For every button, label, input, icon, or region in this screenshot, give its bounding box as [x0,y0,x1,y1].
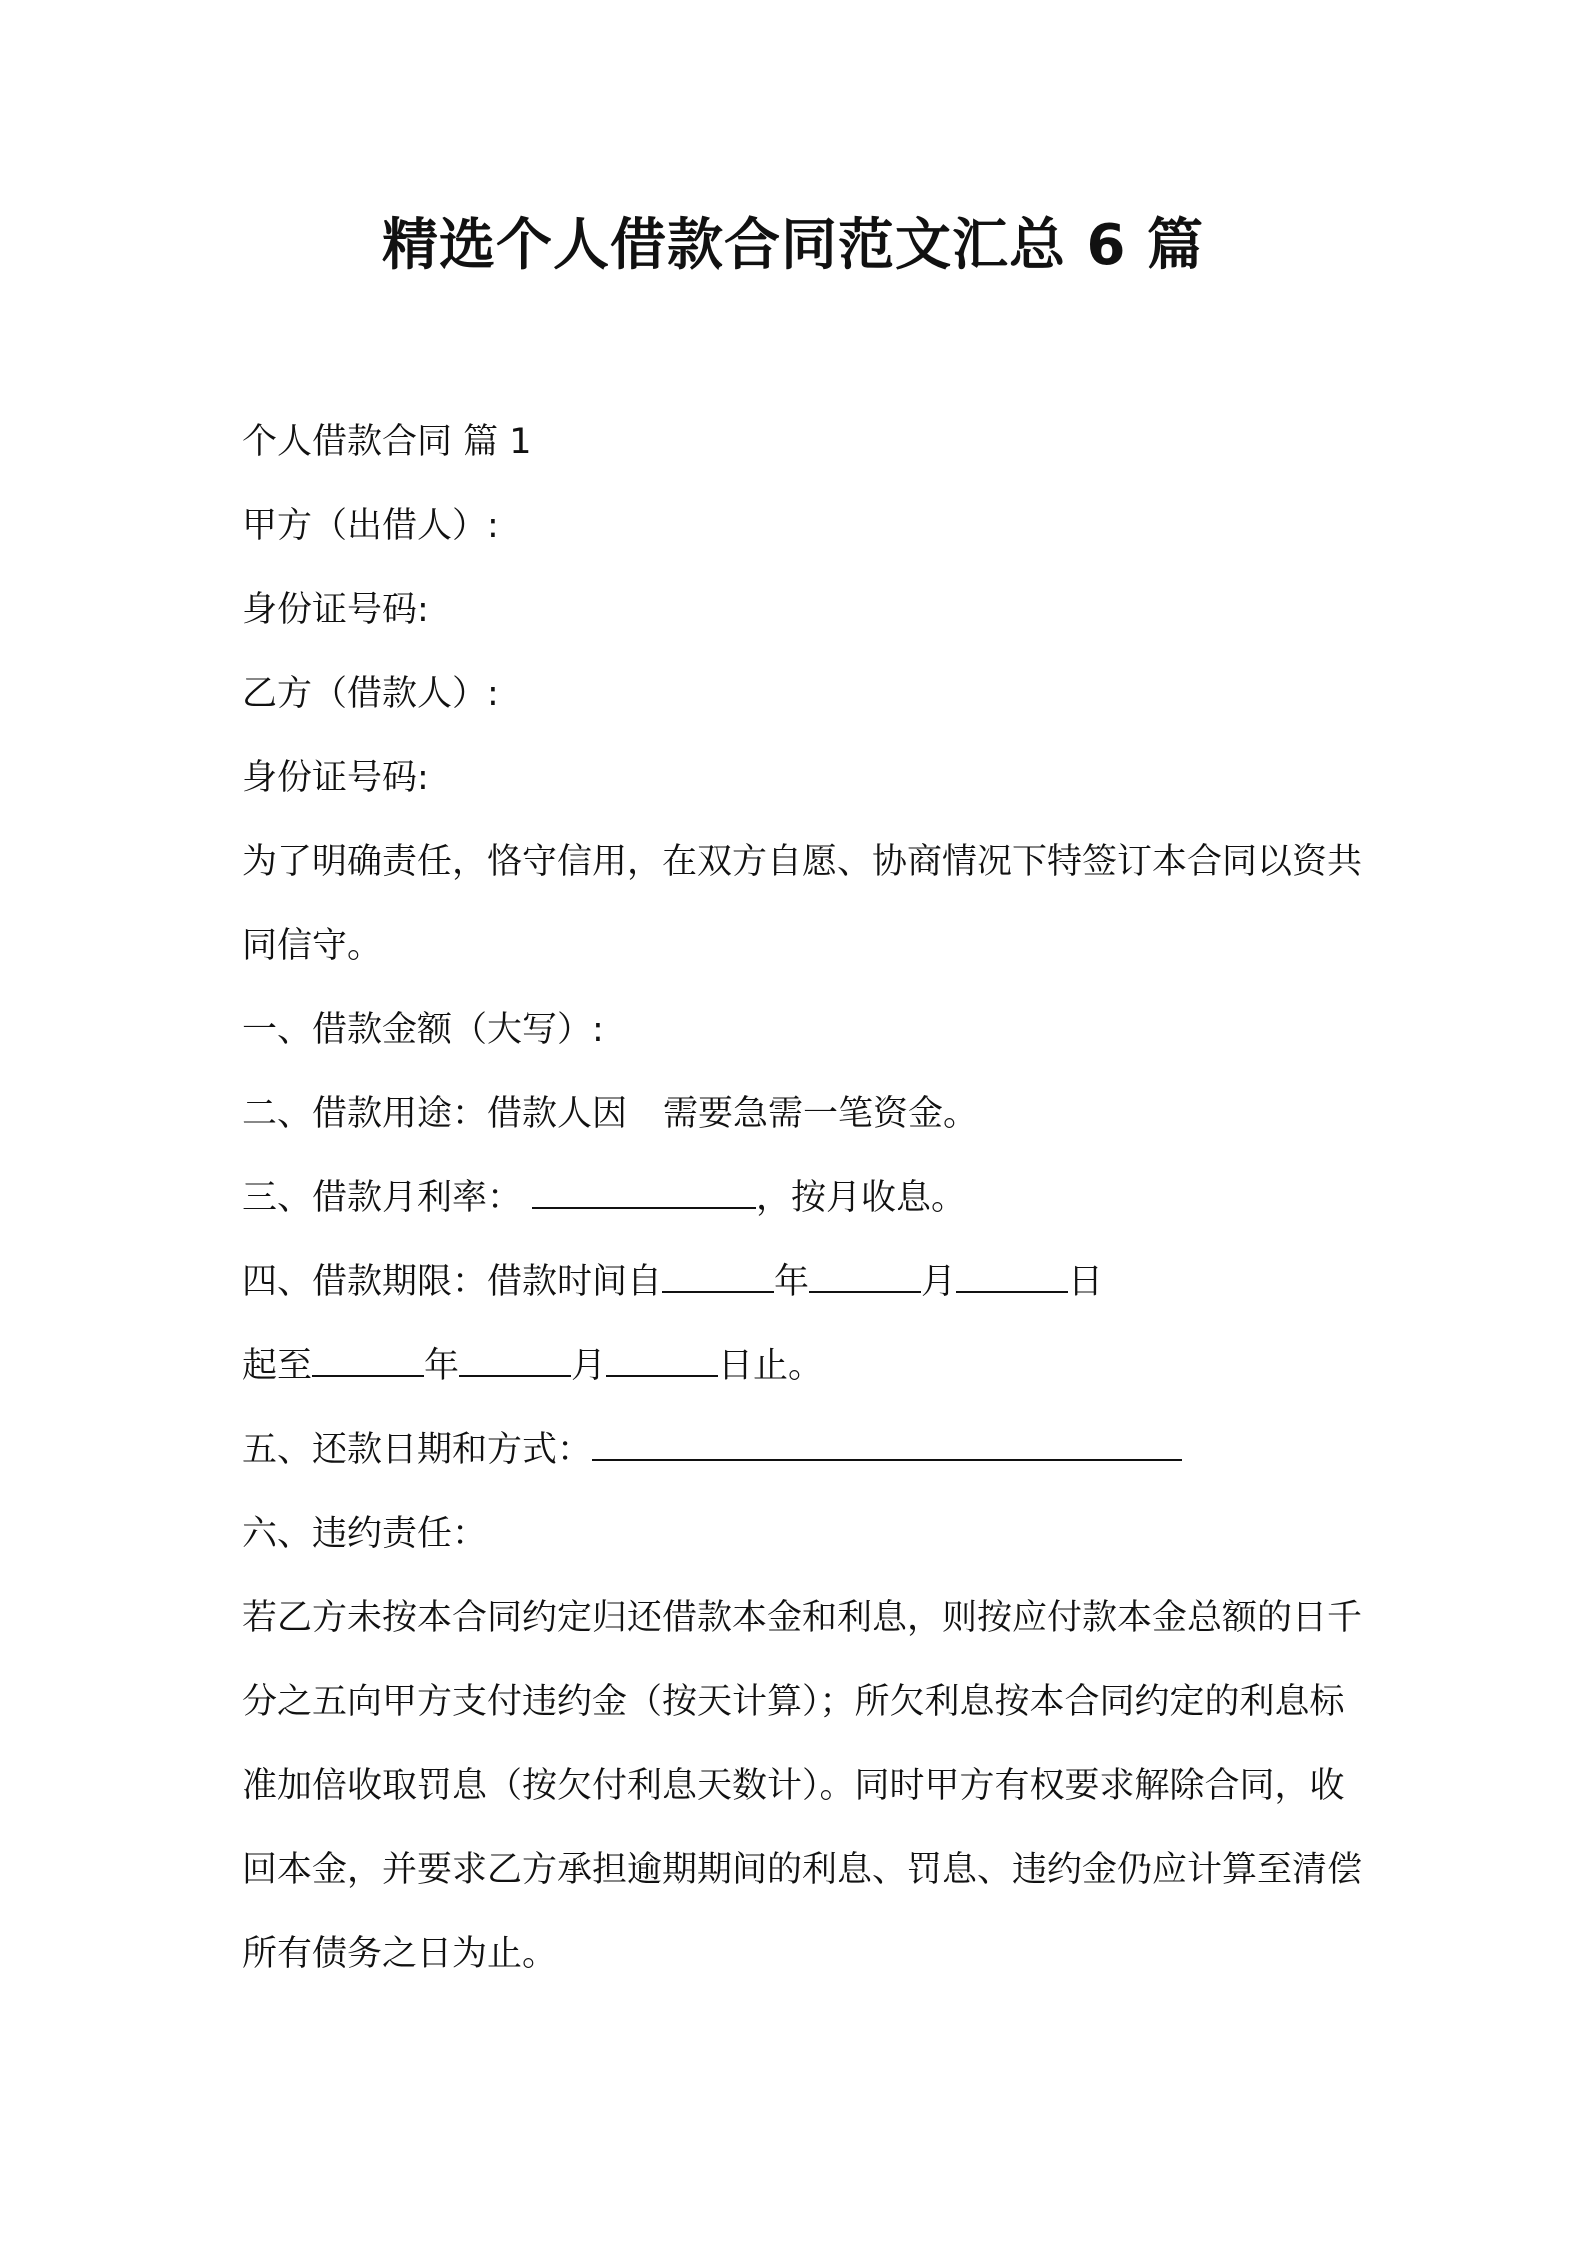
clause-2-label: 二、借款用途：借款人因 [242,1094,628,1134]
start-month-blank [809,1261,921,1293]
start-day-label: 日 [1068,1262,1104,1302]
contract-body [242,400,1362,1996]
rate-blank [532,1177,756,1209]
repayment-blank [592,1429,1182,1461]
clause-6-breach: 六、违约责任： [242,1514,488,1554]
end-day-blank [606,1345,718,1377]
party-a-id-line: 身份证号码: [242,590,429,630]
end-day-label: 日止。 [718,1346,824,1386]
clause-2-purpose [242,1072,1362,1156]
clause-3-rate [242,1156,1362,1240]
clause-4-term-end [242,1324,1362,1408]
clause-5-label: 五、还款日期和方式： [242,1430,593,1470]
section-heading: 个人借款合同 篇 1 [242,422,532,462]
clause-4-label: 四、借款期限：借款时间自 [242,1262,663,1302]
end-month-blank [459,1345,571,1377]
clause-3-text: ，按月收息。 [756,1178,967,1218]
preamble-paragraph: 为了明确责任，恪守信用，在双方自愿、协商情况下特签订本合同以资共同信守。 [242,842,1363,966]
party-b-id-line: 身份证号码: [242,758,429,798]
clause-5-repayment [242,1408,1362,1492]
clause-4-term-start [242,1240,1362,1324]
term-end-label: 起至 [242,1346,313,1386]
party-b-line: 乙方（借款人）: [242,674,499,714]
document-title: 精选个人借款合同范文汇总 6 篇 [382,213,1204,278]
start-year-blank [662,1261,774,1293]
penalty-paragraph: 若乙方未按本合同约定归还借款本金和利息，则按应付款本金总额的日千分之五向甲方支付违约金（按天计算）；所欠利息按本合同约定的利息标准加倍收取罚息（按欠付利息天数计）。同时甲方有权要求解除合同，收回本金，并要求乙方承担逾期期间的利息、罚息、违约金仍应计算至清偿所有债务之日为止。 [242,1598,1363,1974]
start-year-label: 年 [774,1262,810,1302]
clause-1-amount: 一、借款金额（大写）: [242,1010,604,1050]
end-month-label: 月 [571,1346,607,1386]
start-month-label: 月 [921,1262,957,1302]
start-day-blank [956,1261,1068,1293]
clause-3-label: 三、借款月利率： [242,1178,523,1218]
party-a-line: 甲方（出借人）: [242,506,499,546]
end-year-blank [312,1345,424,1377]
clause-2-text: 需要急需一笔资金。 [663,1094,979,1134]
end-year-label: 年 [424,1346,460,1386]
